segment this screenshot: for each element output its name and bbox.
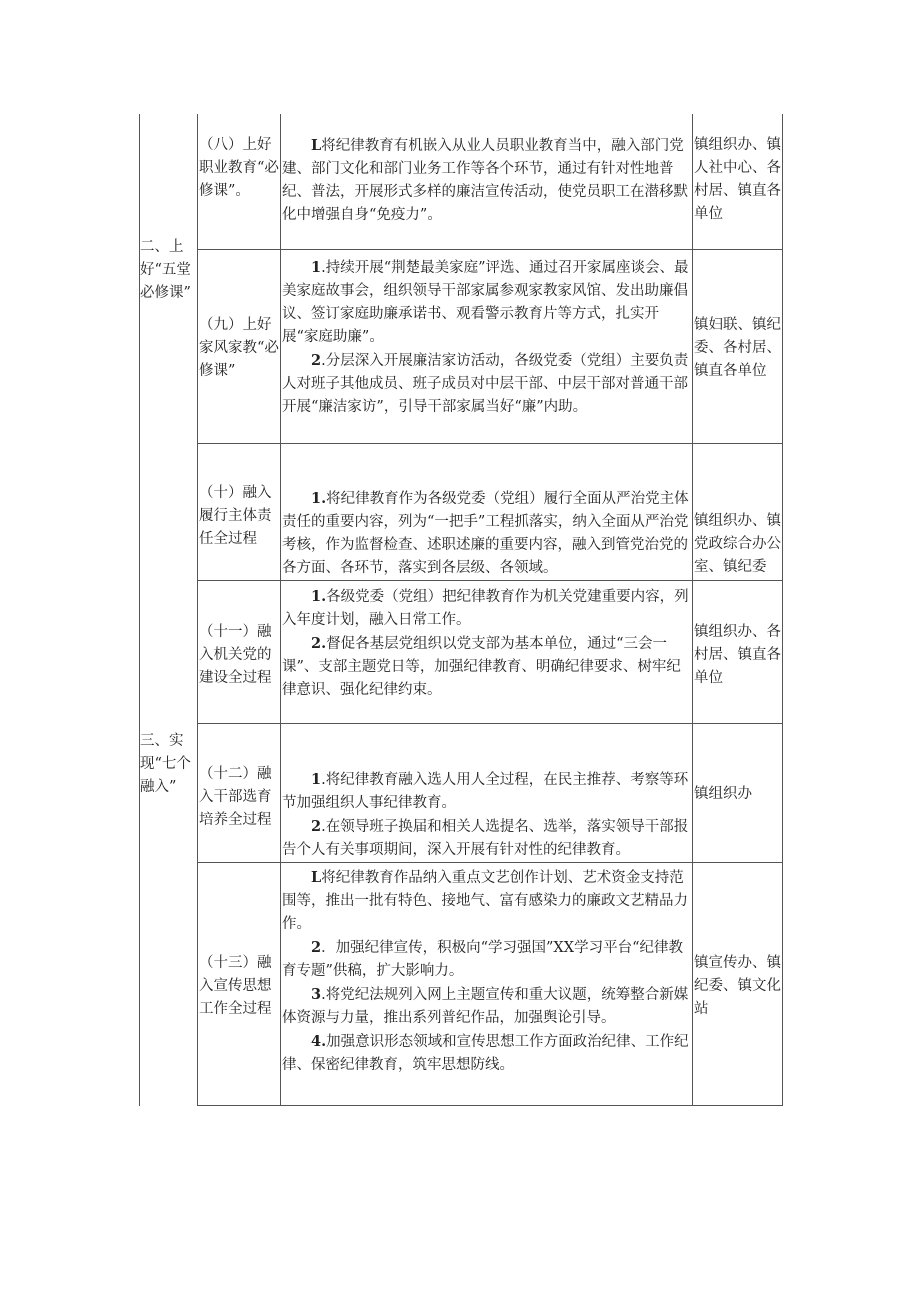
content-paragraph (282, 134, 690, 227)
column-divider-3 (692, 114, 693, 1106)
paragraph-number: 4. (311, 1033, 327, 1050)
responsible-units-text: 镇组织办、镇人社中心、各村居、镇直各单位 (694, 137, 781, 222)
responsible-units (694, 510, 782, 579)
paragraph-number: 1 (311, 771, 322, 788)
paragraph-number: 2 (311, 352, 322, 369)
paragraph-number: L (311, 869, 322, 886)
section-title-text: 三、实现“七个融入” (140, 733, 191, 795)
paragraph-number: 3 (311, 986, 322, 1003)
item-content (282, 585, 690, 702)
item-title-text: （九）上好家风家教“必修课” (199, 317, 279, 379)
paragraph-number: 2 (311, 818, 322, 835)
paragraph-number: 1 (311, 259, 322, 276)
responsible-units (694, 134, 782, 226)
content-paragraph (282, 256, 690, 349)
paragraph-number: 1. (311, 490, 327, 507)
content-paragraph (282, 815, 690, 862)
section-title-text: 二、上好“五堂必修课” (140, 239, 191, 301)
row-divider-4 (197, 723, 783, 724)
paragraph-number: L (311, 137, 322, 154)
item-content (282, 256, 690, 419)
paragraph-text: ．加强纪律宣传，积极向“学习强国”XX学习平台“纪律教育专题”供稿，扩大影响力。 (282, 940, 683, 979)
content-paragraph (282, 487, 690, 580)
section-title (140, 236, 196, 305)
responsible-units-text: 镇组织办、镇党政综合办公室、镇纪委 (694, 513, 781, 575)
paragraph-text: .将党纪法规列入网上主题宣传和重大议题，统筹整合新媒体资源与力量，推出系列普纪作品，加强舆论引导。 (282, 987, 689, 1026)
responsible-units-text: 镇组织办 (694, 786, 752, 802)
content-paragraph (282, 585, 690, 632)
item-title (199, 763, 279, 832)
item-title (199, 952, 279, 1021)
item-content (282, 866, 690, 1077)
responsible-units (694, 314, 782, 383)
paragraph-number: 1. (311, 588, 327, 605)
content-paragraph (282, 866, 690, 936)
content-paragraph (282, 983, 690, 1030)
item-title-text: （十一）融入机关党的建设全过程 (199, 624, 272, 686)
paragraph-text: .分层深入开展廉洁家访活动，各级党委（党组）主要负责人对班子其他成员、班子成员对中层干部、中层干部对普通干部开展“廉洁家访”，引导干部家属当好“廉”内助。 (282, 353, 689, 415)
row-divider-1 (197, 249, 783, 250)
item-title-text: （八）上好职业教育“必修课”。 (199, 137, 279, 199)
responsible-units-text: 镇宣传办、镇纪委、镇文化站 (694, 955, 781, 1017)
paragraph-text: 加强意识形态领域和宣传思想工作方面政治纪律、工作纪律、保密纪律教育，筑牢思想防线。 (282, 1034, 689, 1073)
paragraph-text: .将纪律教育融入选人用人全过程，在民主推荐、考察等环节加强组织人事纪律教育。 (282, 772, 689, 811)
paragraph-number: 2 (311, 939, 322, 956)
table-right-border (782, 114, 783, 1106)
item-title (199, 621, 279, 690)
paragraph-text: 各级党委（党组）把纪律教育作为机关党建重要内容，列入年度计划，融入日常工作。 (282, 589, 689, 628)
item-content (282, 487, 690, 580)
row-divider-3 (197, 580, 783, 581)
paragraph-text: 督促各基层党组织以党支部为基本单位，通过“三会一课”、支部主题党日等，加强纪律教育、明确纪律要求、树牢纪律意识、强化纪律约束。 (282, 636, 681, 698)
paragraph-text: 将纪律教育作为各级党委（党组）履行全面从严治党主体责任的重要内容，列为“一把手”工程抓落实，纳入全面从严治党考核，作为监督检查、述职述廉的重要内容，融入到管党治党的各方面、各环节，落实到各层级、各领域。 (282, 491, 689, 576)
content-paragraph (282, 632, 690, 702)
paragraph-text: .持续开展“荆楚最美家庭”评选、通过召开家属座谈会、最美家庭故事会，组织领导干部家属参观家教家风馆、发出助廉倡议、签订家庭助廉承诺书、观看警示教育片等方式，扎实开展“家庭助廉”。 (282, 260, 689, 345)
paragraph-text: .在领导班子换届和相关人选提名、选举，落实领导干部报告个人有关事项期间，深入开展有针对性的纪律教育。 (282, 819, 689, 858)
paragraph-number: 2. (311, 635, 327, 652)
item-content (282, 768, 690, 862)
content-paragraph (282, 349, 690, 419)
section-title (140, 730, 196, 799)
item-title (199, 314, 279, 383)
paragraph-text: 将纪律教育有机嵌入从业人员职业教育当中，融入部门党建、部门文化和部门业务工作等各个环节，通过有针对性地普纪、普法，开展形式多样的廉洁宣传活动，使党员职工在潜移默化中增强自身“免疫力”。 (282, 138, 688, 223)
row-divider-2 (197, 443, 783, 444)
item-title-text: （十三）融入宣传思想工作全过程 (199, 955, 272, 1017)
item-title (199, 482, 279, 551)
item-title-text: （十二）融入干部选育培养全过程 (199, 766, 272, 828)
row-divider-5 (197, 862, 783, 863)
item-title (199, 134, 279, 203)
responsible-units (694, 783, 782, 806)
content-paragraph (282, 936, 690, 983)
paragraph-text: 将纪律教育作品纳入重点文艺创作计划、艺术资金支持范围等，推出一批有特色、接地气、富有感染力的廉政文艺精品力作。 (282, 870, 688, 932)
responsible-units (694, 621, 782, 690)
responsible-units-text: 镇妇联、镇纪委、各村居、镇直各单位 (694, 317, 781, 379)
responsible-units-text: 镇组织办、各村居、镇直各单位 (694, 624, 781, 686)
item-content (282, 134, 690, 227)
item-title-text: （十）融入履行主体责任全过程 (199, 485, 272, 547)
table-bottom-border (197, 1105, 783, 1106)
column-divider-1 (197, 114, 198, 1106)
content-paragraph (282, 768, 690, 815)
column-divider-2 (280, 114, 281, 1106)
responsible-units (694, 952, 782, 1021)
content-paragraph (282, 1030, 690, 1077)
